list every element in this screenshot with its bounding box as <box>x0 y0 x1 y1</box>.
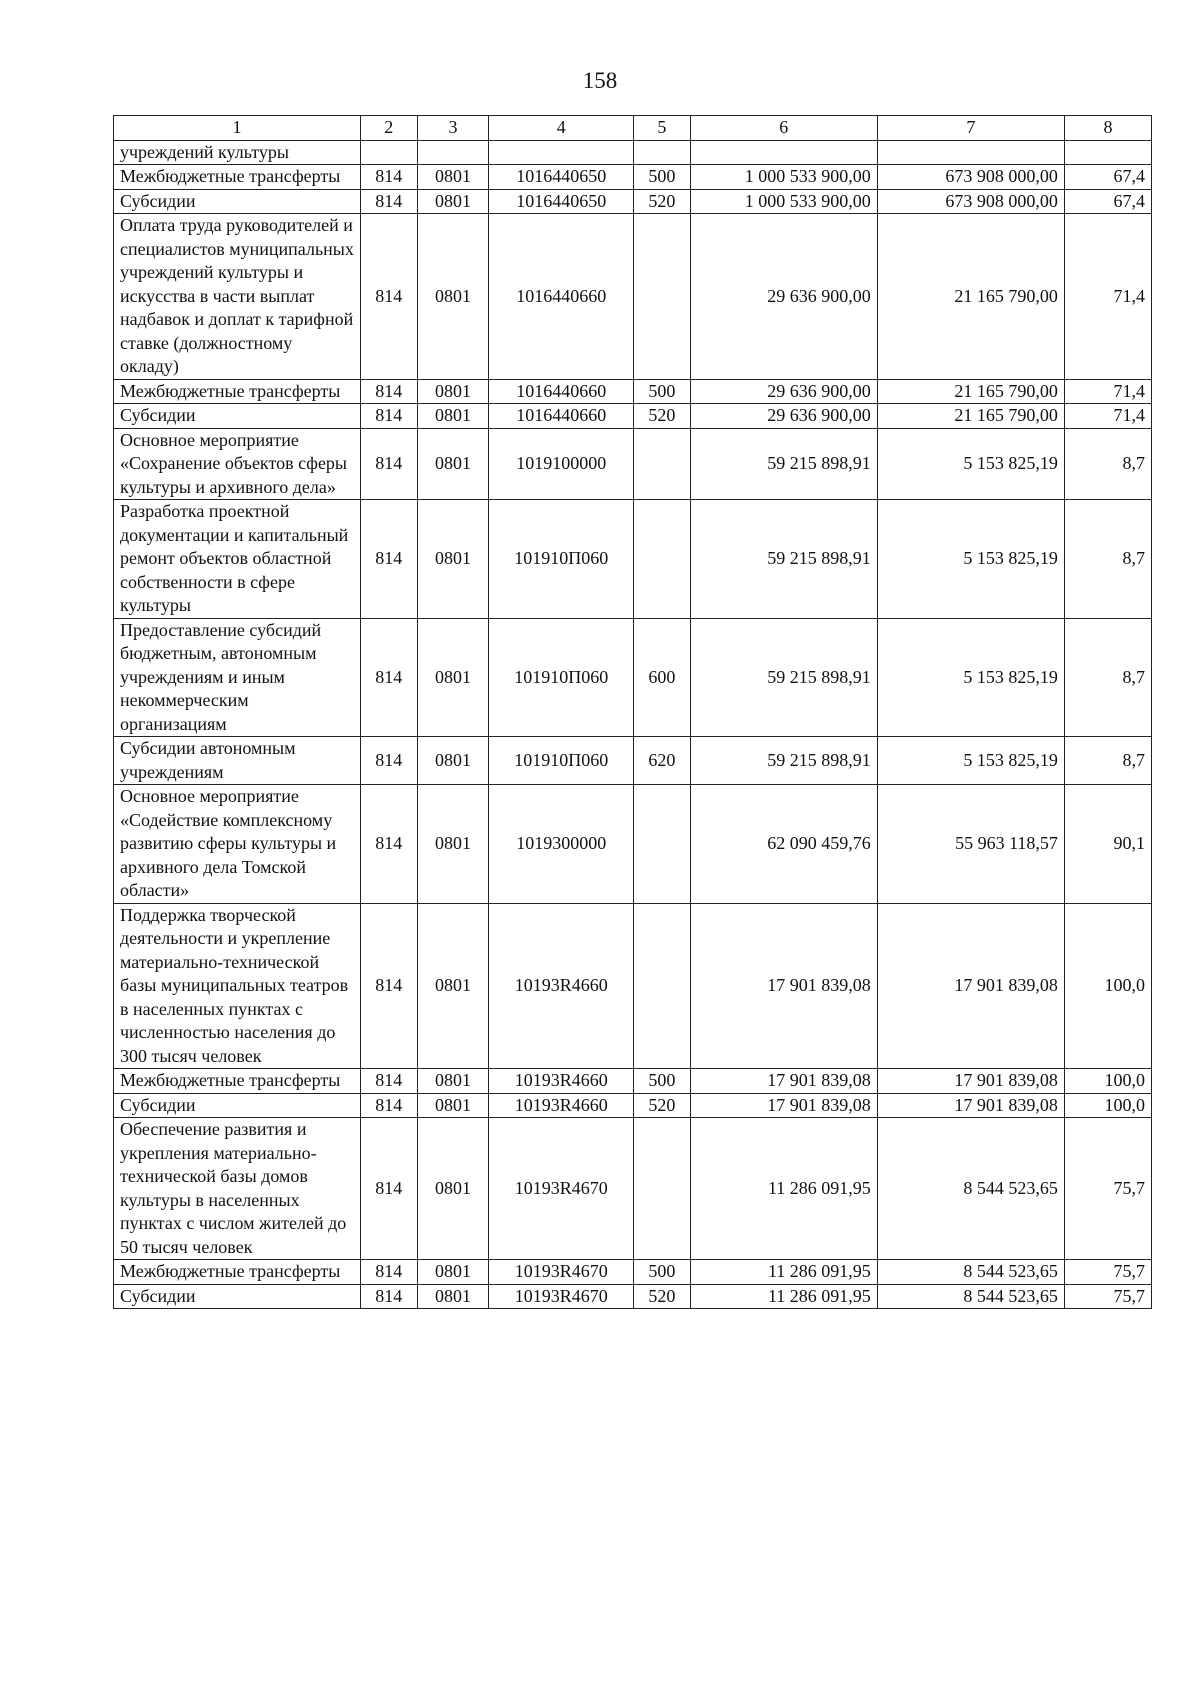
actual-amount <box>877 140 1064 165</box>
actual-amount: 5 153 825,19 <box>877 428 1064 500</box>
plan-amount: 29 636 900,00 <box>690 214 877 380</box>
ministry-code: 814 <box>360 903 417 1069</box>
target-article-code: 1016440660 <box>489 214 634 380</box>
section-code: 0801 <box>417 165 489 190</box>
expense-type-code <box>634 214 691 380</box>
section-code: 0801 <box>417 500 489 619</box>
expense-type-code <box>634 1118 691 1260</box>
row-name: Субсидии <box>114 189 361 214</box>
table-body <box>114 140 1152 1309</box>
percent-complete: 75,7 <box>1064 1118 1151 1260</box>
ministry-code: 814 <box>360 404 417 429</box>
plan-amount: 17 901 839,08 <box>690 1093 877 1118</box>
table-row <box>114 165 1152 190</box>
target-article-code: 101910П060 <box>489 500 634 619</box>
expense-type-code: 600 <box>634 618 691 737</box>
target-article-code: 1016440650 <box>489 165 634 190</box>
row-name: Межбюджетные трансферты <box>114 1260 361 1285</box>
section-code: 0801 <box>417 618 489 737</box>
expense-type-code <box>634 428 691 500</box>
table-row <box>114 1069 1152 1094</box>
budget-table <box>113 115 1152 1309</box>
expense-type-code: 500 <box>634 1069 691 1094</box>
ministry-code: 814 <box>360 379 417 404</box>
percent-complete: 75,7 <box>1064 1260 1151 1285</box>
page-number: 158 <box>582 68 618 93</box>
expense-type-code: 520 <box>634 1284 691 1309</box>
ministry-code: 814 <box>360 165 417 190</box>
row-name: Разработка проектной документации и капитальный ремонт объектов областной собственности в сфере культуры <box>114 500 361 619</box>
plan-amount: 59 215 898,91 <box>690 428 877 500</box>
table-row <box>114 1118 1152 1260</box>
percent-complete: 100,0 <box>1064 903 1151 1069</box>
actual-amount: 55 963 118,57 <box>877 785 1064 904</box>
header-row <box>114 116 1152 141</box>
ministry-code: 814 <box>360 214 417 380</box>
section-code: 0801 <box>417 214 489 380</box>
percent-complete <box>1064 140 1151 165</box>
actual-amount: 8 544 523,65 <box>877 1260 1064 1285</box>
plan-amount: 1 000 533 900,00 <box>690 189 877 214</box>
actual-amount: 17 901 839,08 <box>877 903 1064 1069</box>
ministry-code: 814 <box>360 785 417 904</box>
section-code: 0801 <box>417 404 489 429</box>
column-header-5: 5 <box>634 116 691 141</box>
section-code: 0801 <box>417 737 489 785</box>
row-name: Основное мероприятие «Содействие комплексному развитию сферы культуры и архивного дела Томской области» <box>114 785 361 904</box>
expense-type-code: 500 <box>634 379 691 404</box>
row-name: Поддержка творческой деятельности и укрепление материально-технической базы муниципальных театров в населенных пунктах с численностью населения до 300 тысяч человек <box>114 903 361 1069</box>
plan-amount: 29 636 900,00 <box>690 404 877 429</box>
column-header-2: 2 <box>360 116 417 141</box>
percent-complete: 71,4 <box>1064 214 1151 380</box>
actual-amount: 8 544 523,65 <box>877 1284 1064 1309</box>
plan-amount: 11 286 091,95 <box>690 1118 877 1260</box>
ministry-code: 814 <box>360 428 417 500</box>
plan-amount: 59 215 898,91 <box>690 737 877 785</box>
expense-type-code <box>634 140 691 165</box>
target-article-code: 1016440660 <box>489 379 634 404</box>
ministry-code: 814 <box>360 1284 417 1309</box>
row-name: Предоставление субсидий бюджетным, автономным учреждениям и иным некоммерческим организациям <box>114 618 361 737</box>
expense-type-code <box>634 903 691 1069</box>
actual-amount: 5 153 825,19 <box>877 618 1064 737</box>
plan-amount: 17 901 839,08 <box>690 903 877 1069</box>
expense-type-code: 500 <box>634 1260 691 1285</box>
table-row <box>114 189 1152 214</box>
expense-type-code: 520 <box>634 1093 691 1118</box>
ministry-code: 814 <box>360 618 417 737</box>
plan-amount: 11 286 091,95 <box>690 1260 877 1285</box>
table-row <box>114 404 1152 429</box>
plan-amount: 29 636 900,00 <box>690 379 877 404</box>
ministry-code <box>360 140 417 165</box>
actual-amount: 21 165 790,00 <box>877 379 1064 404</box>
actual-amount: 17 901 839,08 <box>877 1093 1064 1118</box>
section-code: 0801 <box>417 1069 489 1094</box>
section-code: 0801 <box>417 1118 489 1260</box>
percent-complete: 71,4 <box>1064 379 1151 404</box>
row-name: Основное мероприятие «Сохранение объектов сферы культуры и архивного дела» <box>114 428 361 500</box>
actual-amount: 17 901 839,08 <box>877 1069 1064 1094</box>
row-name: Межбюджетные трансферты <box>114 379 361 404</box>
target-article-code: 10193R4670 <box>489 1118 634 1260</box>
percent-complete: 8,7 <box>1064 500 1151 619</box>
section-code <box>417 140 489 165</box>
target-article-code: 1019100000 <box>489 428 634 500</box>
section-code: 0801 <box>417 189 489 214</box>
expense-type-code <box>634 785 691 904</box>
table-row <box>114 214 1152 380</box>
row-name: Субсидии автономным учреждениям <box>114 737 361 785</box>
row-name: Субсидии <box>114 1093 361 1118</box>
table-row <box>114 1093 1152 1118</box>
actual-amount: 21 165 790,00 <box>877 404 1064 429</box>
target-article-code: 10193R4660 <box>489 1069 634 1094</box>
table-row <box>114 379 1152 404</box>
table-row <box>114 903 1152 1069</box>
table-row <box>114 140 1152 165</box>
plan-amount: 11 286 091,95 <box>690 1284 877 1309</box>
ministry-code: 814 <box>360 500 417 619</box>
actual-amount: 21 165 790,00 <box>877 214 1064 380</box>
expense-type-code: 520 <box>634 404 691 429</box>
table-row <box>114 618 1152 737</box>
expense-type-code: 620 <box>634 737 691 785</box>
table-row <box>114 500 1152 619</box>
target-article-code: 10193R4660 <box>489 1093 634 1118</box>
percent-complete: 75,7 <box>1064 1284 1151 1309</box>
ministry-code: 814 <box>360 189 417 214</box>
column-header-4: 4 <box>489 116 634 141</box>
table-row <box>114 1260 1152 1285</box>
column-header-7: 7 <box>877 116 1064 141</box>
section-code: 0801 <box>417 379 489 404</box>
column-header-3: 3 <box>417 116 489 141</box>
actual-amount: 8 544 523,65 <box>877 1118 1064 1260</box>
target-article-code: 101910П060 <box>489 737 634 785</box>
ministry-code: 814 <box>360 1260 417 1285</box>
row-name: Субсидии <box>114 404 361 429</box>
ministry-code: 814 <box>360 1118 417 1260</box>
actual-amount: 673 908 000,00 <box>877 189 1064 214</box>
expense-type-code: 500 <box>634 165 691 190</box>
plan-amount: 62 090 459,76 <box>690 785 877 904</box>
table-row <box>114 428 1152 500</box>
plan-amount: 1 000 533 900,00 <box>690 165 877 190</box>
section-code: 0801 <box>417 428 489 500</box>
table-row <box>114 1284 1152 1309</box>
target-article-code: 10193R4670 <box>489 1260 634 1285</box>
table-row <box>114 737 1152 785</box>
percent-complete: 100,0 <box>1064 1093 1151 1118</box>
actual-amount: 673 908 000,00 <box>877 165 1064 190</box>
row-name: Обеспечение развития и укрепления материально-технической базы домов культуры в населенных пунктах с числом жителей до 50 тысяч человек <box>114 1118 361 1260</box>
plan-amount: 17 901 839,08 <box>690 1069 877 1094</box>
row-name: Оплата труда руководителей и специалистов муниципальных учреждений культуры и искусства в части выплат надбавок и доплат к тарифной ставке (должностному окладу) <box>114 214 361 380</box>
table-row <box>114 785 1152 904</box>
plan-amount: 59 215 898,91 <box>690 618 877 737</box>
expense-type-code <box>634 500 691 619</box>
section-code: 0801 <box>417 785 489 904</box>
percent-complete: 71,4 <box>1064 404 1151 429</box>
percent-complete: 67,4 <box>1064 189 1151 214</box>
target-article-code: 1019300000 <box>489 785 634 904</box>
expense-type-code: 520 <box>634 189 691 214</box>
section-code: 0801 <box>417 1284 489 1309</box>
column-header-1: 1 <box>114 116 361 141</box>
percent-complete: 8,7 <box>1064 618 1151 737</box>
actual-amount: 5 153 825,19 <box>877 737 1064 785</box>
ministry-code: 814 <box>360 737 417 785</box>
percent-complete: 90,1 <box>1064 785 1151 904</box>
section-code: 0801 <box>417 1093 489 1118</box>
percent-complete: 8,7 <box>1064 737 1151 785</box>
actual-amount: 5 153 825,19 <box>877 500 1064 619</box>
target-article-code <box>489 140 634 165</box>
target-article-code: 1016440650 <box>489 189 634 214</box>
target-article-code: 101910П060 <box>489 618 634 737</box>
percent-complete: 8,7 <box>1064 428 1151 500</box>
percent-complete: 100,0 <box>1064 1069 1151 1094</box>
column-header-6: 6 <box>690 116 877 141</box>
target-article-code: 10193R4660 <box>489 903 634 1069</box>
target-article-code: 1016440660 <box>489 404 634 429</box>
row-name: Межбюджетные трансферты <box>114 1069 361 1094</box>
section-code: 0801 <box>417 903 489 1069</box>
plan-amount: 59 215 898,91 <box>690 500 877 619</box>
ministry-code: 814 <box>360 1093 417 1118</box>
row-name: Субсидии <box>114 1284 361 1309</box>
row-name: учреждений культуры <box>114 140 361 165</box>
plan-amount <box>690 140 877 165</box>
section-code: 0801 <box>417 1260 489 1285</box>
row-name: Межбюджетные трансферты <box>114 165 361 190</box>
target-article-code: 10193R4670 <box>489 1284 634 1309</box>
ministry-code: 814 <box>360 1069 417 1094</box>
percent-complete: 67,4 <box>1064 165 1151 190</box>
column-header-8: 8 <box>1064 116 1151 141</box>
